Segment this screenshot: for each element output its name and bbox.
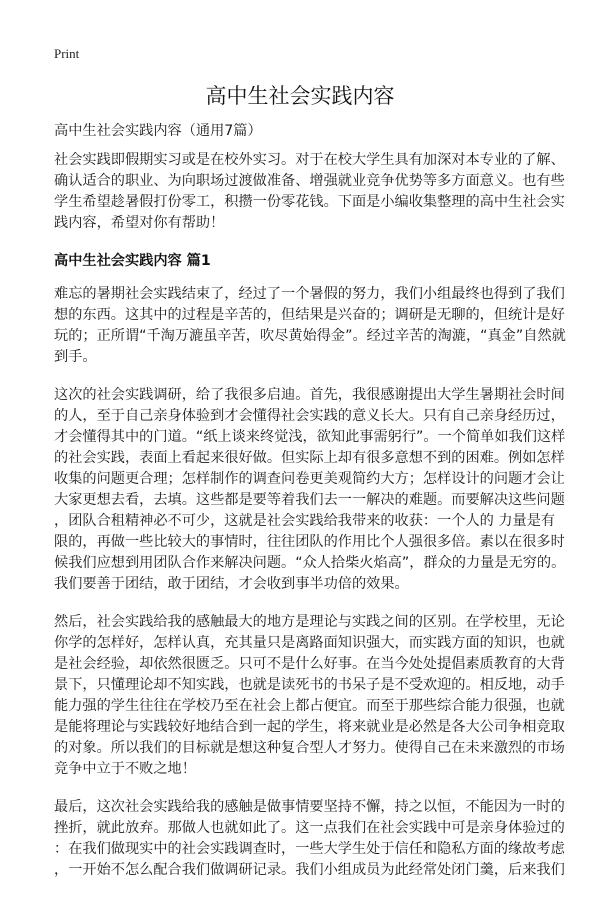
section-heading: 高中生社会实践内容 篇1 [54, 253, 211, 269]
text-line: 是能将理论与实践较好地结合到一起的学生，将来就业是必然是各大公司争相竞取 [54, 719, 565, 735]
text-line: 的对象。所以我们的目标就是想这种复合型人才努力。使得自己在未来激烈的市场 [54, 740, 565, 756]
text-line: 竞争中立于不败之地！ [54, 761, 196, 777]
text-line: 的人，至于自己亲身体验到才会懂得社会实践的意义长大。只有自己亲身经历过， [54, 408, 565, 424]
text-line: 候我们应想到用团队合作来解决问题。“众人拾柴火焰高”，群众的力量是无穷的。 [54, 555, 566, 571]
text-line: 最后，这次社会实践给我的感触是做事情要坚持不懈，持之以恒，不能因为一时的 [54, 799, 565, 815]
text-line: 践内容，希望对你有帮助！ [54, 215, 225, 231]
text-line: 到手。 [54, 349, 97, 365]
intro-paragraph [54, 150, 564, 234]
text-line: 我们要善于团结，敢于团结，才会收到事半功倍的效果。 [54, 576, 409, 592]
text-line: 的社会实践，表面上看起来很好做。但实际上却有很多意想不到的困难。例如怎样 [54, 450, 565, 466]
text-line: 收集的问题更合理；怎样制作的调查问卷更美观简约大方；怎样设计的问题才会让 [54, 471, 565, 487]
text-line: 学生希望趁暑假打份零工，积攒一份零花钱。下面是小编收集整理的高中生社会实 [54, 194, 565, 210]
text-line: ，团队合租精神必不可少，这就是社会实践给我带来的收获：一个人的 力量是有 [54, 513, 556, 529]
text-line: 玩的；正所谓“千淘万漉虽辛苦，吹尽黄始得金”。经过辛苦的淘漉，“真金”自然就 [54, 328, 566, 344]
text-line: 限的，再做一些比较大的事情时，往往团队的作用比个人强很多倍。素以在很多时 [54, 534, 565, 550]
text-line: 大家更想去看，去填。这些都是要等着我们去一一解决的难题。而要解决这些问题 [54, 492, 565, 508]
text-line: 然后，社会实践给我的感触最大的地方是理论与实践之间的区别。在学校里，无论 [54, 614, 565, 630]
text-line: 这次的社会实践调研，给了我很多启迪。首先，我很感谢提出大学生暑期社会时间 [54, 387, 565, 403]
page-title: 高中生社会实践内容 [205, 84, 395, 108]
text-line: ，一开始不怎么配合我们做调研记录。我们小组成员为此经常处闭门羹，后来我们 [54, 862, 565, 878]
print-label[interactable]: Print [54, 46, 80, 61]
text-line: 挫折，就此放弃。那做人也就如此了。这一点我们在社会实践中可是亲身体验过的 [54, 820, 565, 836]
body-paragraph [54, 284, 564, 368]
text-line: 才会懂得其中的门道。“纸上谈来终觉浅，欲知此事需躬行”。一个简单如我们这样 [54, 429, 566, 445]
body-paragraph [54, 797, 564, 881]
text-line: 能力强的学生往往在学校乃至在社会上都占便宜。而至于那些综合能力很强，也就 [54, 698, 565, 714]
text-line: 你学的怎样好，怎样认真，充其量只是离路面知识强大，而实践方面的知识，也就 [54, 635, 565, 651]
text-line: 景下，只懂理论却不知实践，也就是读死书的书呆子是不受欢迎的。相反地，动手 [54, 677, 565, 693]
document-subtitle: 高中生社会实践内容（通用7篇） [54, 123, 262, 139]
body-paragraph [54, 612, 564, 780]
text-line: 想的东西。这其中的过程是辛苦的，但结果是兴奋的；调研是无聊的，但统计是好 [54, 307, 565, 323]
body-paragraph [54, 385, 564, 595]
text-line: ：在我们做现实中的社会实践调查时，一些大学生处于信任和隐私方面的缘故考虑 [54, 841, 565, 857]
text-line: 社会实践即假期实习或是在校外实习。对于在校大学生具有加深对本专业的了解、 [54, 152, 565, 168]
text-line: 确认适合的职业、为向职场过渡做准备、增强就业竞争优势等多方面意义。也有些 [54, 173, 565, 189]
text-line: 难忘的暑期社会实践结束了，经过了一个暑假的努力，我们小组最终也得到了我们 [54, 286, 565, 302]
document-body [54, 150, 564, 898]
text-line: 是社会经验，却依然很匮乏。只可不是什么好事。在当今处处提倡素质教育的大背 [54, 656, 565, 672]
